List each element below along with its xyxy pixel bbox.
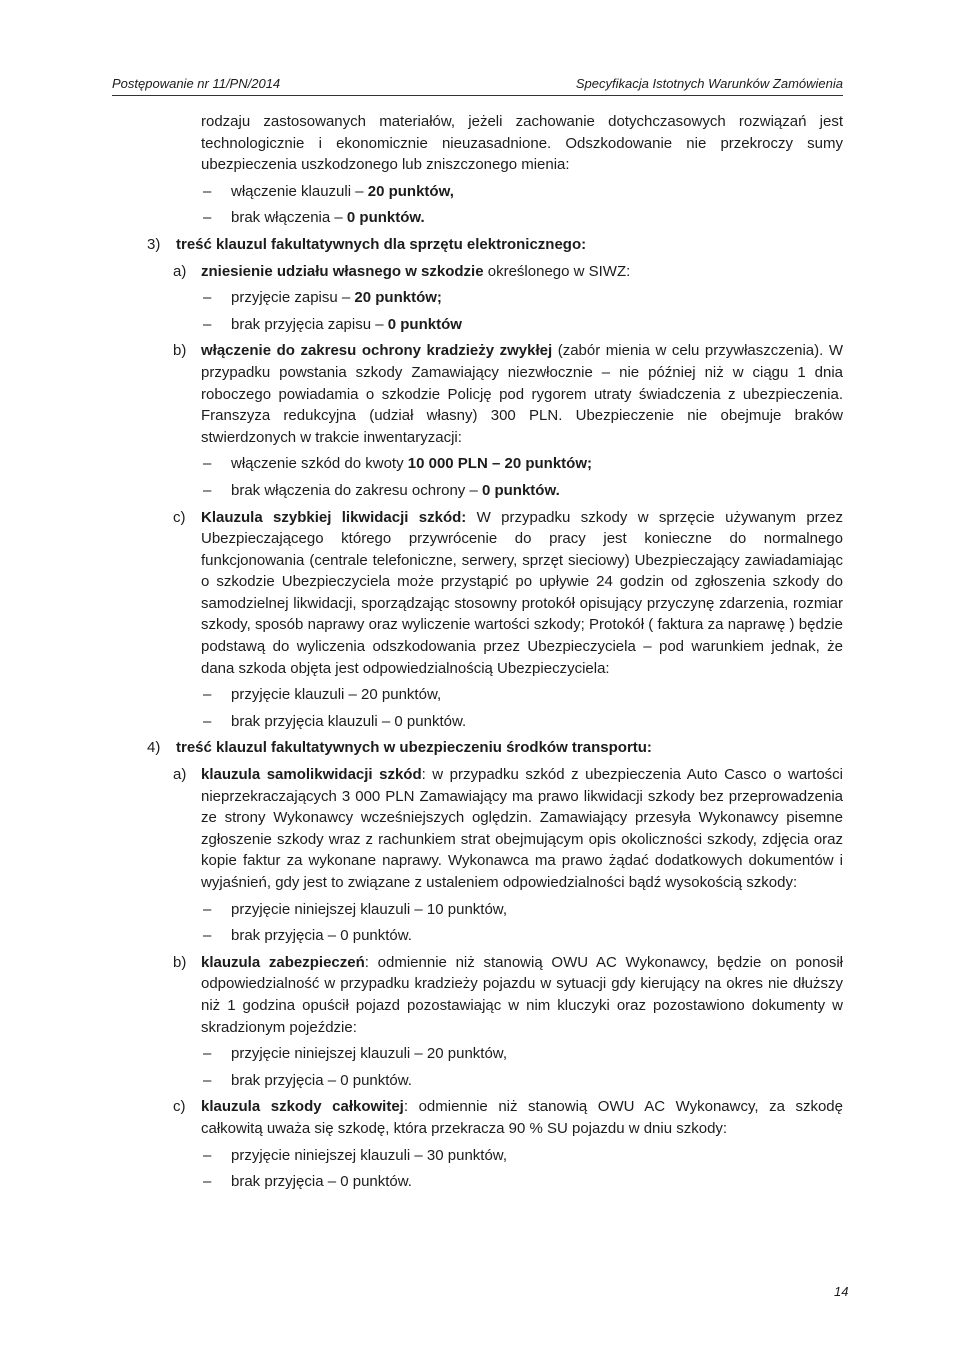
section-4b-option-1: – przyjęcie niniejszej klauzuli – 20 punktów, (231, 1043, 841, 1065)
page-header (112, 76, 843, 96)
continuation-option-2: – brak włączenia – 0 punktów. (231, 207, 841, 229)
section-3c: c) Klauzula szybkiej likwidacji szkód: W przypadku szkody w sprzęcie używanym przez Ubezpieczającego którego przywrócenie do pracy jest konieczne do normalnego funkcjonowania (centrale telefoniczne, serwery, sprzęt sieciowy) Ubezpieczający zawiadamiając o szkodzie Ubezpieczyciela może przystąpić po upływie 24 godzin od zgłoszenia szkody do samodzielnej likwidacji, sporządzając stosowny protokół opisujący przyczynę zdarzenia, rozmiar szkody, sposób naprawy oraz wyliczenie wartości szkody; Protokół ( faktura za naprawę ) będzie podstawą do wyliczenia odszkodowania przez Ubezpieczyciela – pod warunkiem jednak, że dana szkoda objęta jest odpowiedzialnością Ubezpieczyciela: (173, 508, 843, 677)
section-4b-option-2: – brak przyjęcia – 0 punktów. (231, 1070, 841, 1092)
section-4-heading: 4) treść klauzul fakultatywnych w ubezpieczeniu środków transportu: (147, 739, 652, 757)
section-3b-option-2: – brak włączenia do zakresu ochrony – 0 punktów. (231, 480, 841, 502)
section-4b: b) klauzula zabezpieczeń: odmiennie niż stanowią OWU AC Wykonawcy, będzie on ponosił odpowiedzialność w przypadku kradzieży pojazdu w sytuacji gdy kierujący na okres nie dłuższy niż 1 godzina opuścił pojazd pozostawiając w nim kluczyki oraz pozostawiono dokumenty w skradzionym pojeździe: (173, 953, 843, 1036)
section-4c-option-1: – przyjęcie niniejszej klauzuli – 30 punktów, (231, 1145, 841, 1167)
section-4c: c) klauzula szkody całkowitej: odmiennie niż stanowią OWU AC Wykonawcy, za szkodę całkowitą uważa się szkodę, która przekracza 90 % SU pojazdu w dniu szkody: (173, 1098, 843, 1137)
section-3-heading: 3) treść klauzul fakultatywnych dla sprzętu elektronicznego: (147, 235, 587, 253)
document-body (0, 111, 960, 1193)
section-3b-option-1: – włączenie szkód do kwoty 10 000 PLN – 20 punktów; (231, 453, 841, 475)
section-3a: a) zniesienie udziału własnego w szkodzie określonego w SIWZ: (173, 262, 631, 280)
header-left: Postępowanie nr 11/PN/2014 (112, 76, 281, 91)
section-3b: b) włączenie do zakresu ochrony kradzieży zwykłej (zabór mienia w celu przywłaszczenia). W przypadku powstania szkody Zamawiający niezwłocznie – nie później niż w ciągu 1 dnia roboczego powiadamia o szkodzie Policję pod rygorem utraty świadczenia z ubezpieczenia. Franszyza redukcyjna (udział własny) 300 PLN. Ubezpieczenie nie obejmuje braków stwierdzonych w trakcie inwentaryzacji: (173, 342, 843, 446)
continuation-option-1: – włączenie klauzuli – 20 punktów, (231, 181, 841, 203)
section-4a-option-2: – brak przyjęcia – 0 punktów. (231, 925, 841, 947)
section-3c-option-2: – brak przyjęcia klauzuli – 0 punktów. (231, 711, 841, 733)
section-4a-option-1: – przyjęcie niniejszej klauzuli – 10 punktów, (231, 899, 841, 921)
section-4a: a) klauzula samolikwidacji szkód: w przypadku szkód z ubezpieczenia Auto Casco o wartości nieprzekraczających 3 000 PLN Zamawiający ma prawo likwidacji szkody bez przeprowadzenia ze strony Wykonawcy wcześniejszych oględzin. Zamawiający przesyła Wykonawcy pisemne zgłoszenie szkody wraz z rachunkiem strat obejmującym opis okoliczności szkody, zdjęcia oraz kopie faktur za wykonane naprawy. Wykonawca ma prawo żądać dodatkowych dokumentów i wyjaśnień, gdy jest to związane z ustaleniem odpowiedzialności bądź wysokością szkody: (173, 766, 843, 891)
section-3c-option-1: – przyjęcie klauzuli – 20 punktów, (231, 684, 841, 706)
page-number: 14 (834, 1284, 849, 1299)
continuation-paragraph: rodzaju zastosowanych materiałów, jeżeli zachowanie dotychczasowych rozwiązań jest technologicznie i ekonomicznie nieuzasadnione. Odszkodowanie nie przekroczy sumy ubezpieczenia uszkodzonego lub zniszczonego mienia: (201, 113, 843, 174)
section-3a-option-2: – brak przyjęcia zapisu – 0 punktów (231, 314, 841, 336)
section-4c-option-2: – brak przyjęcia – 0 punktów. (231, 1171, 841, 1193)
section-3a-option-1: – przyjęcie zapisu – 20 punktów; (231, 287, 841, 309)
header-right: Specyfikacja Istotnych Warunków Zamówienia (575, 76, 843, 91)
